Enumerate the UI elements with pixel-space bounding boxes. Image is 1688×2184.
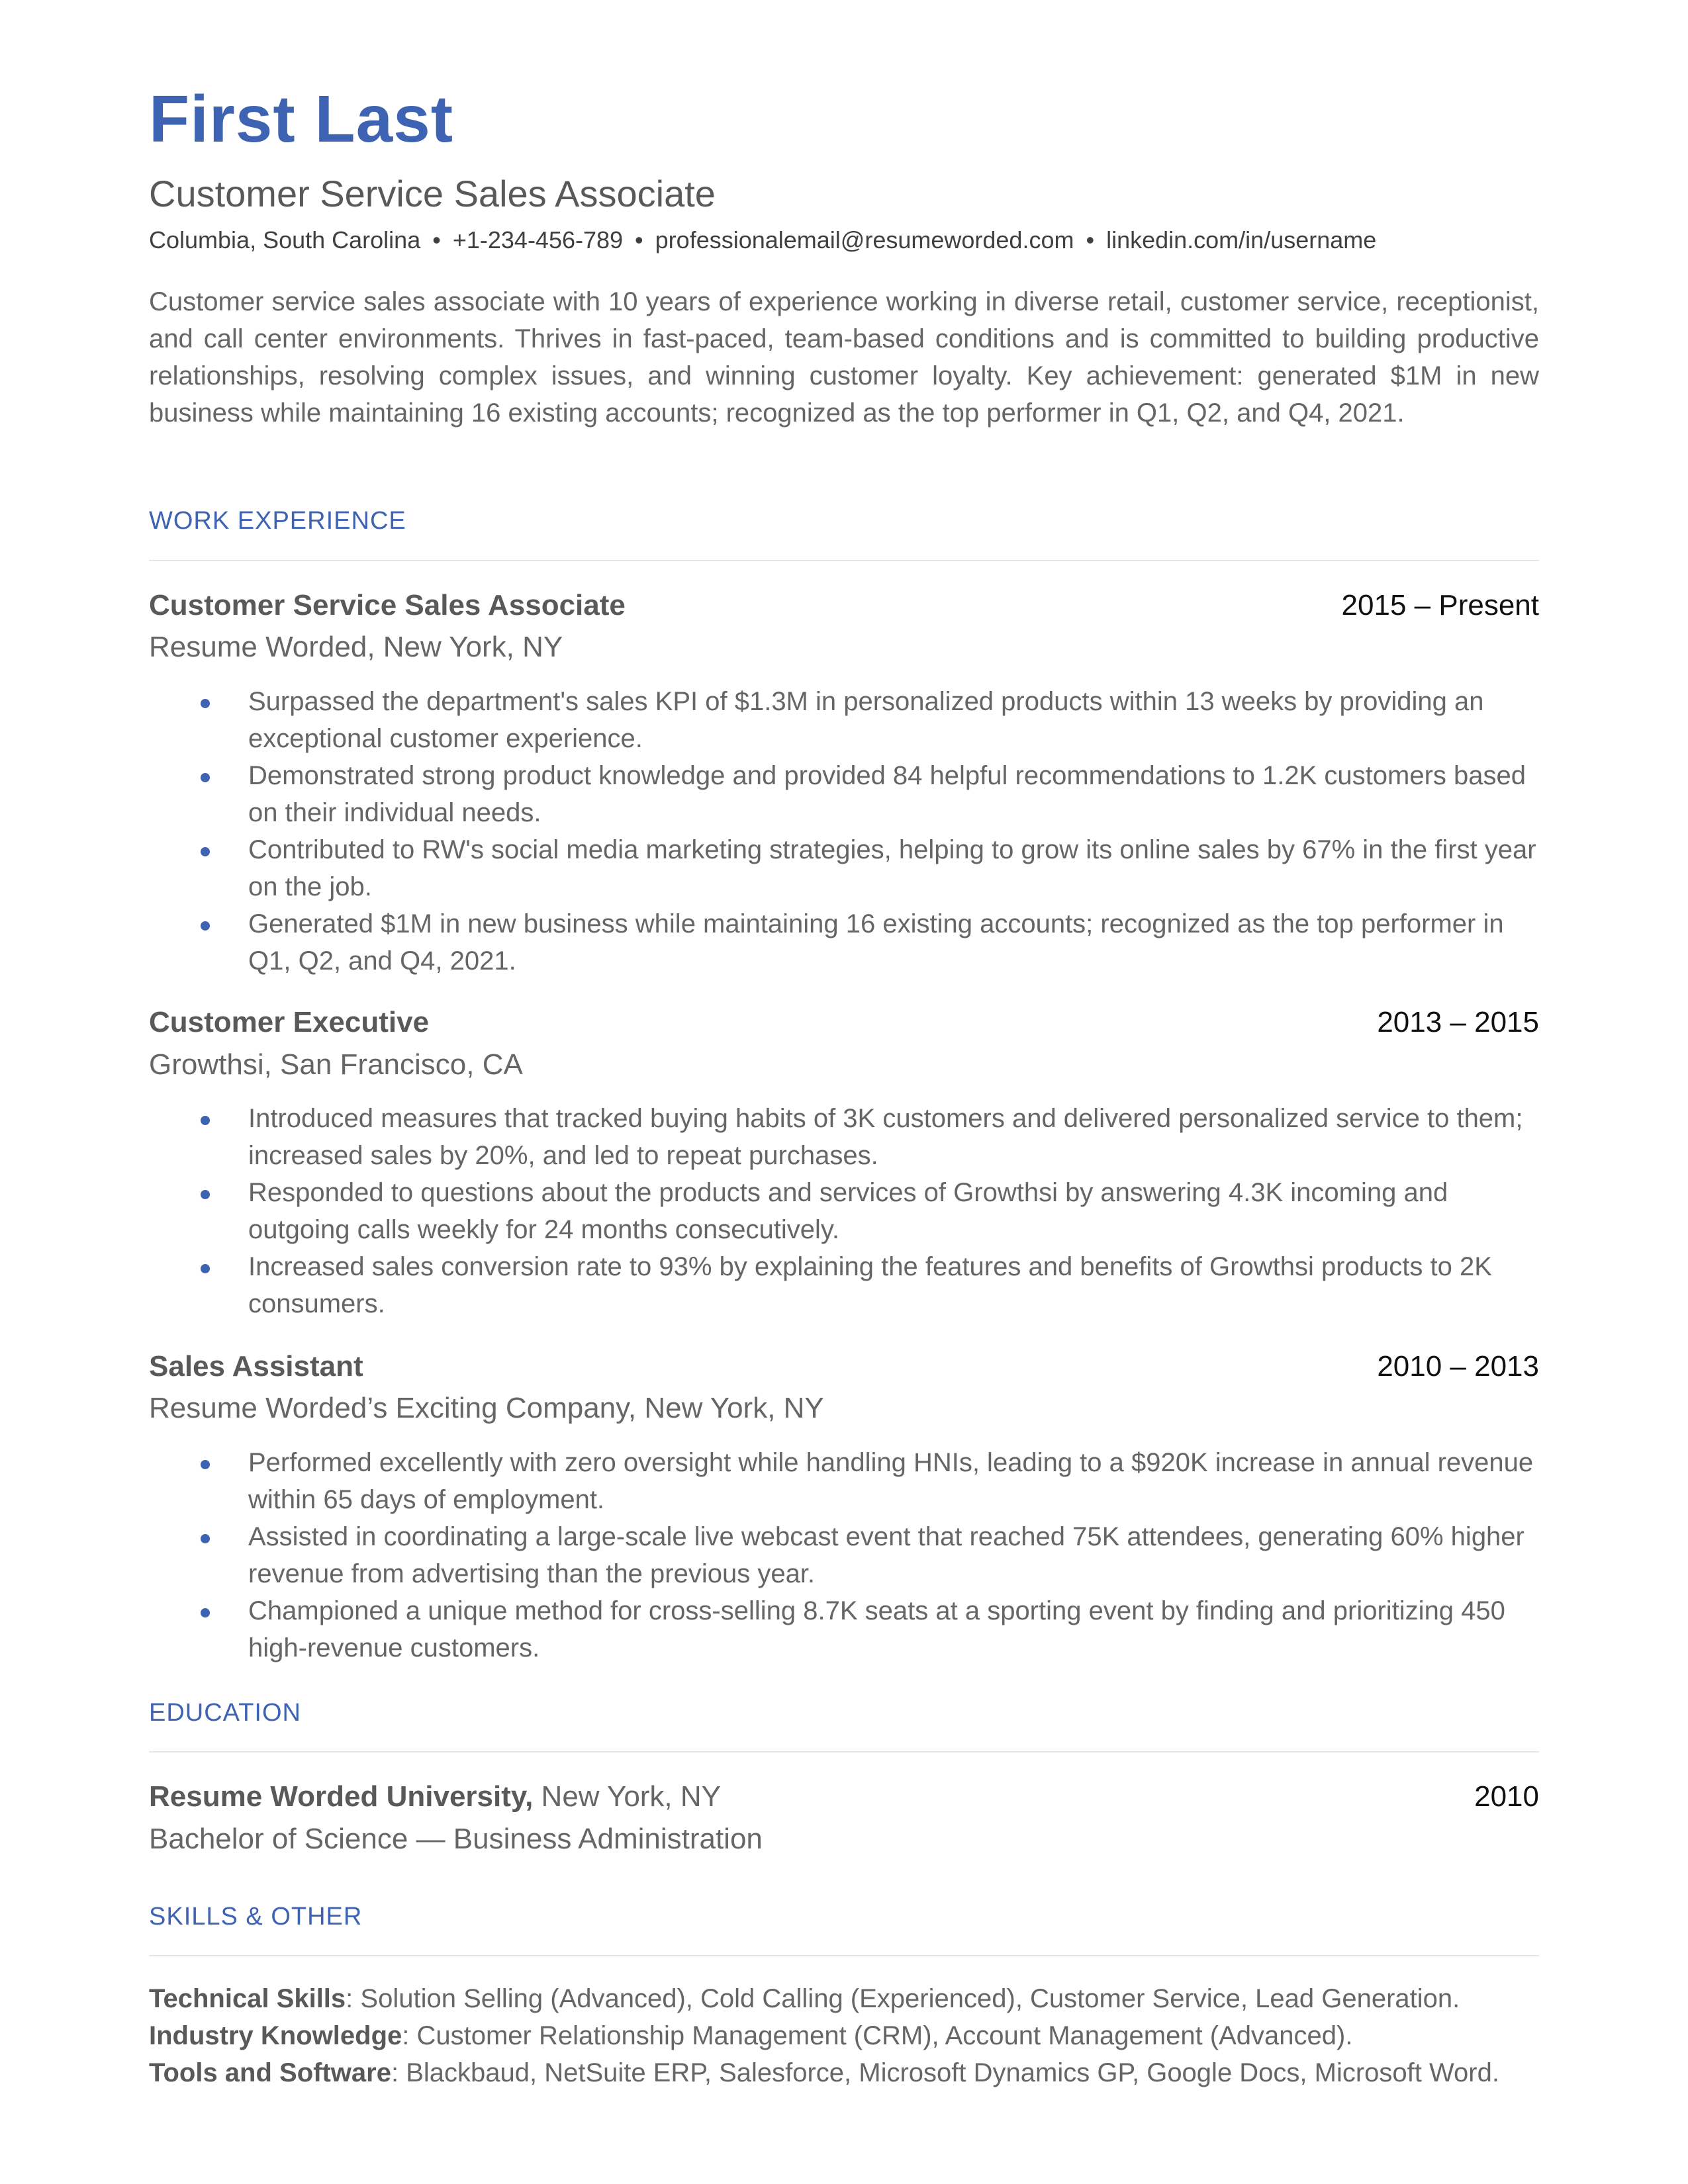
contact-linkedin: linkedin.com/in/username	[1106, 226, 1377, 253]
bullet-text: Contributed to RW's social media marketing strategies, helping to grow its online sales by 67% in the first year on the job.	[248, 835, 1536, 901]
job-company: Growthsi, San Francisco, CA	[149, 1048, 523, 1081]
bullet-icon	[201, 1264, 210, 1273]
skill-row	[149, 1980, 1539, 2017]
contact-location: Columbia, South Carolina	[149, 226, 421, 253]
list-item	[149, 1174, 1539, 1248]
list-item	[149, 1100, 1539, 1174]
section-title-education: EDUCATION	[149, 1699, 301, 1727]
list-item	[149, 831, 1539, 905]
job-company: Resume Worded, New York, NY	[149, 631, 563, 663]
job-dates: 2010 – 2013	[1377, 1350, 1539, 1383]
education-school: Resume Worded University,	[149, 1780, 534, 1813]
skill-label: Technical Skills	[149, 1984, 346, 2013]
list-item	[149, 905, 1539, 979]
list-item	[149, 1592, 1539, 1666]
list-item	[149, 1518, 1539, 1592]
list-item	[149, 757, 1539, 831]
list-item	[149, 683, 1539, 757]
skill-row	[149, 2017, 1539, 2054]
education-year: 2010	[1474, 1780, 1539, 1813]
bullet-text: Generated $1M in new business while maintaining 16 existing accounts; recognized as the top performer in Q1, Q2, and Q4, 2021.	[248, 909, 1504, 976]
bullet-text: Championed a unique method for cross-selling 8.7K seats at a sporting event by finding and prioritizing 450 high-revenue customers.	[248, 1596, 1505, 1662]
section-divider	[149, 560, 1539, 561]
skill-label: Tools and Software	[149, 2058, 391, 2087]
list-item	[149, 1248, 1539, 1322]
bullet-icon	[201, 1190, 210, 1199]
bullet-icon	[201, 1116, 210, 1125]
skill-value: : Customer Relationship Management (CRM), Account Management (Advanced).	[402, 2021, 1353, 2050]
contact-separator: •	[635, 226, 643, 253]
job-dates: 2015 – Present	[1341, 589, 1539, 621]
candidate-headline: Customer Service Sales Associate	[149, 173, 716, 214]
education-school-line	[149, 1782, 721, 1811]
skills-list	[149, 1980, 1539, 2091]
contact-separator: •	[1086, 226, 1095, 253]
job-bullets	[149, 1444, 1539, 1666]
bullet-text: Surpassed the department's sales KPI of $1.3M in personalized products within 13 weeks by providing an exceptional customer experience.	[248, 687, 1484, 753]
contact-phone: +1-234-456-789	[452, 226, 624, 253]
job-company: Resume Worded’s Exciting Company, New York, NY	[149, 1392, 824, 1424]
skill-value: : Blackbaud, NetSuite ERP, Salesforce, Microsoft Dynamics GP, Google Docs, Microsoft Word.	[391, 2058, 1499, 2087]
bullet-icon	[201, 1608, 210, 1617]
bullet-text: Performed excellently with zero oversight while handling HNIs, leading to a $920K increase in annual revenue within 65 days of employment.	[248, 1448, 1534, 1514]
bullet-icon	[201, 921, 210, 931]
bullet-text: Responded to questions about the products and services of Growthsi by answering 4.3K incoming and outgoing calls weekly for 24 months consecutively.	[248, 1178, 1448, 1244]
bullet-icon	[201, 847, 210, 856]
job-bullets	[149, 1100, 1539, 1322]
job-title: Sales Assistant	[149, 1350, 363, 1383]
job-bullets	[149, 683, 1539, 979]
skill-label: Industry Knowledge	[149, 2021, 402, 2050]
section-divider	[149, 1955, 1539, 1956]
section-divider	[149, 1751, 1539, 1752]
education-location: New York, NY	[533, 1780, 722, 1813]
contact-separator: •	[432, 226, 441, 253]
bullet-icon	[201, 1460, 210, 1469]
bullet-icon	[201, 1534, 210, 1543]
contact-email: professionalemail@resumeworded.com	[655, 226, 1074, 253]
job-title: Customer Service Sales Associate	[149, 589, 626, 621]
skill-row	[149, 2054, 1539, 2091]
contact-line	[149, 228, 1376, 252]
bullet-icon	[201, 699, 210, 708]
summary-paragraph: Customer service sales associate with 10 years of experience working in diverse retail, customer service, receptionist, and call center environments. Thrives in fast-paced, team-based conditions and is committed to building productive relationships, resolving complex issues, and winning customer loyalty. Key achievement: generated $1M in new business while maintaining 16 existing accounts; recognized as the top performer in Q1, Q2, and Q4, 2021.	[149, 287, 1539, 428]
job-dates: 2013 – 2015	[1377, 1006, 1539, 1038]
bullet-text: Increased sales conversion rate to 93% by explaining the features and benefits of Growthsi products to 2K consumers.	[248, 1252, 1492, 1318]
education-degree: Bachelor of Science — Business Administration	[149, 1823, 763, 1855]
section-title-work: WORK EXPERIENCE	[149, 507, 406, 535]
job-title: Customer Executive	[149, 1006, 430, 1038]
skill-value: : Solution Selling (Advanced), Cold Calling (Experienced), Customer Service, Lead Generation.	[346, 1984, 1460, 2013]
list-item	[149, 1444, 1539, 1518]
section-title-skills: SKILLS & OTHER	[149, 1903, 363, 1931]
bullet-icon	[201, 773, 210, 782]
bullet-text: Introduced measures that tracked buying habits of 3K customers and delivered personalized service to them; increased sales by 20%, and led to repeat purchases.	[248, 1104, 1523, 1170]
candidate-name: First Last	[149, 82, 454, 156]
bullet-text: Demonstrated strong product knowledge and provided 84 helpful recommendations to 1.2K customers based on their individual needs.	[248, 761, 1526, 827]
bullet-text: Assisted in coordinating a large-scale live webcast event that reached 75K attendees, generating 60% higher revenue from advertising than the previous year.	[248, 1522, 1524, 1588]
